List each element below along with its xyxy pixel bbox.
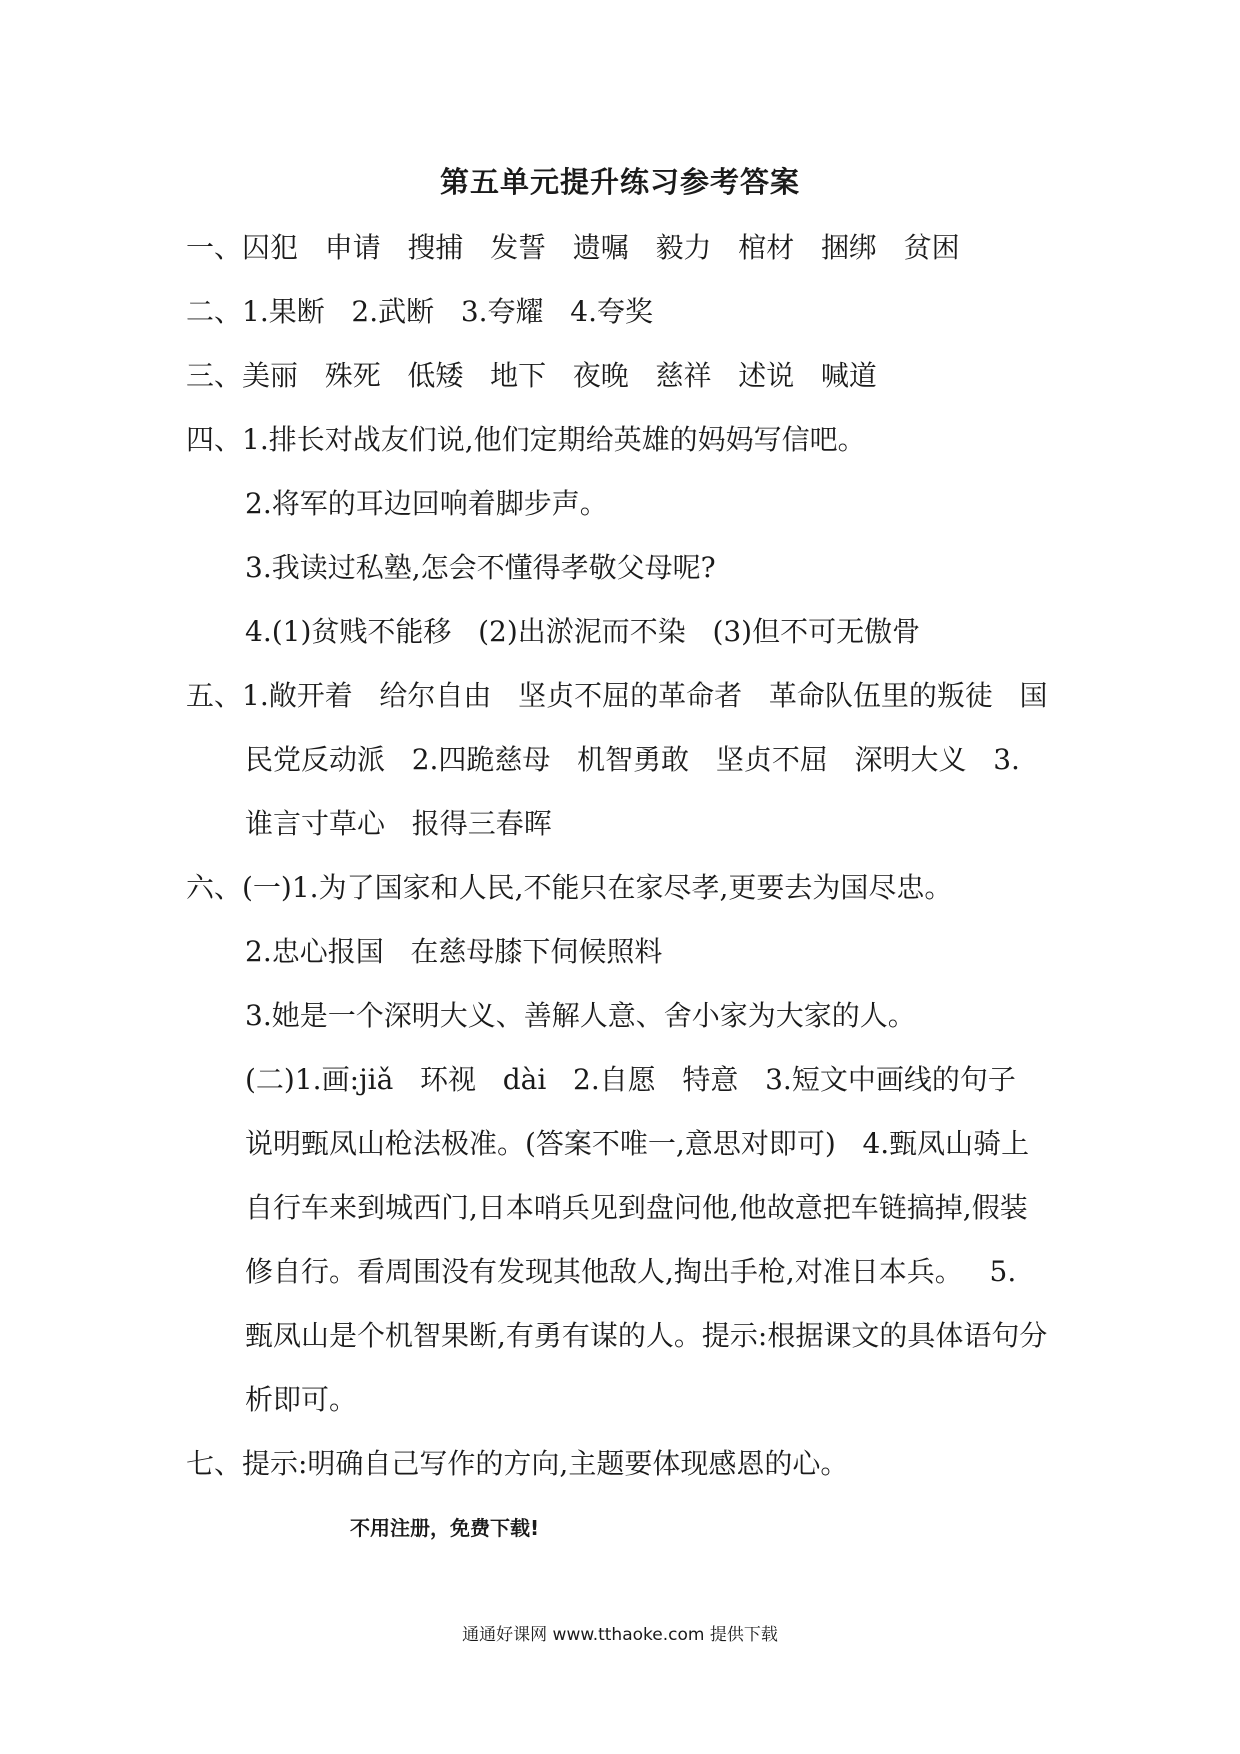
answer-line-8: 五、1.敞开着 给尔自由 坚贞不屈的革命者 革命队伍里的叛徒 国 [186, 679, 1048, 712]
answer-line-19: 析即可。 [245, 1383, 358, 1416]
answer-line-13: 3.她是一个深明大义、善解人意、舍小家为大家的人。 [245, 999, 916, 1032]
answer-line-17: 修自行。看周围没有发现其他敌人,掏出手枪,对准日本兵。 5. [245, 1255, 1017, 1288]
answer-line-2: 二、1.果断 2.武断 3.夸耀 4.夸奖 [186, 295, 653, 328]
answer-line-1: 一、囚犯 申请 搜捕 发誓 遗嘱 毅力 棺材 捆绑 贫困 [186, 231, 960, 264]
download-note: 不用注册，免费下载! [350, 1516, 540, 1540]
answer-line-15: 说明甄凤山枪法极准。(答案不唯一,意思对即可) 4.甄凤山骑上 [245, 1127, 1030, 1160]
answer-line-11: 六、(一)1.为了国家和人民,不能只在家尽孝,更要去为国尽忠。 [186, 871, 953, 904]
answer-line-9: 民党反动派 2.四跪慈母 机智勇敢 坚贞不屈 深明大义 3. [245, 743, 1020, 776]
answer-line-6: 3.我读过私塾,怎会不懂得孝敬父母呢? [245, 551, 716, 584]
answer-line-20: 七、提示:明确自己写作的方向,主题要体现感恩的心。 [186, 1447, 849, 1480]
answer-line-12: 2.忠心报国 在慈母膝下伺候照料 [245, 935, 663, 968]
answer-line-18: 甄凤山是个机智果断,有勇有谋的人。提示:根据课文的具体语句分 [245, 1319, 1048, 1352]
answer-line-7: 4.(1)贫贱不能移 (2)出淤泥而不染 (3)但不可无傲骨 [245, 615, 921, 648]
answer-line-4: 四、1.排长对战友们说,他们定期给英雄的妈妈写信吧。 [186, 423, 866, 456]
answer-line-16: 自行车来到城西门,日本哨兵见到盘问他,他故意把车链搞掉,假装 [245, 1191, 1028, 1224]
document-title: 第五单元提升练习参考答案 [439, 165, 800, 199]
page-footer: 通通好课网 www.tthaoke.com 提供下载 [462, 1625, 778, 1645]
answer-line-10: 谁言寸草心 报得三春晖 [245, 807, 552, 840]
answer-line-14: (二)1.画:jiǎ 环视 dài 2.自愿 特意 3.短文中画线的句子 [245, 1063, 1016, 1096]
answer-line-3: 三、美丽 殊死 低矮 地下 夜晚 慈祥 述说 喊道 [186, 359, 877, 392]
answer-line-5: 2.将军的耳边回响着脚步声。 [245, 487, 608, 520]
